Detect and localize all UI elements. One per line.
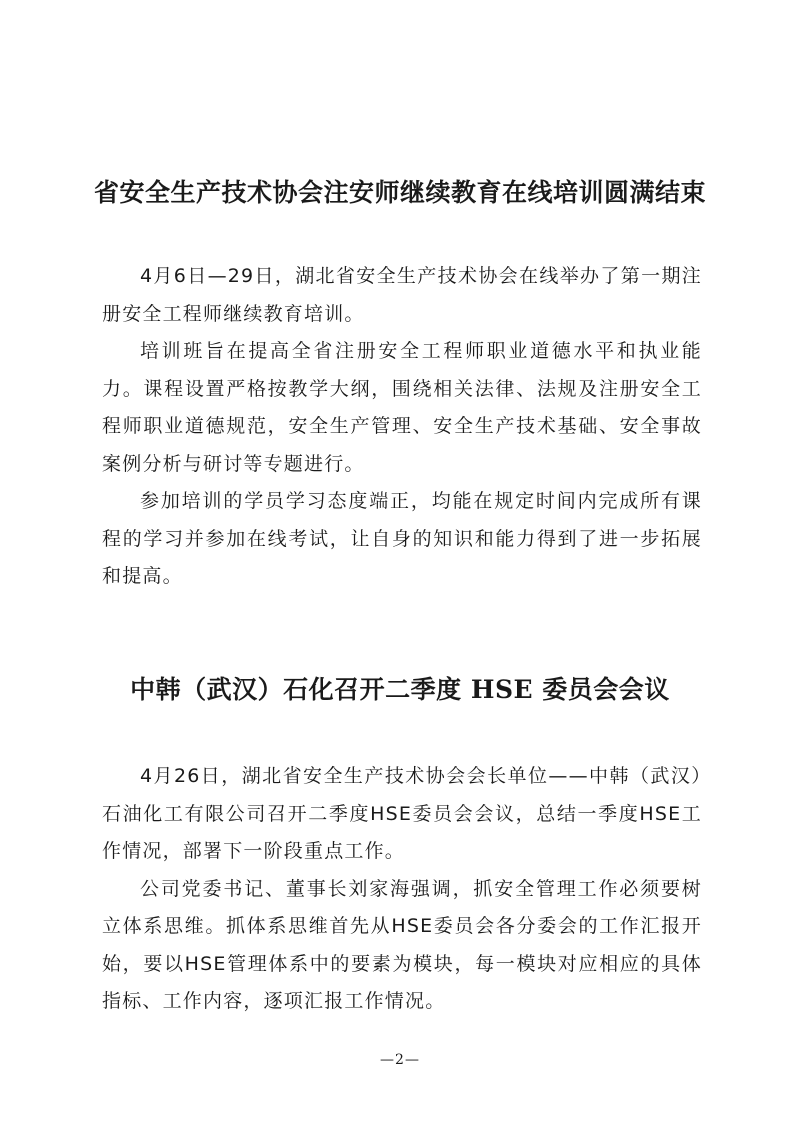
page-number: —2—: [380, 1052, 420, 1068]
article-2-paragraph-1: 4月26日，湖北省安全生产技术协会会长单位——中韩（武汉）石油化工有限公司召开二季度HSE委员会会议，总结一季度HSE工作情况，部署下一阶段重点工作。: [102, 765, 702, 862]
article-title-2: 中韩（武汉）石化召开二季度 HSE 委员会会议: [130, 675, 670, 704]
article-1-paragraph-3: 参加培训的学员学习态度端正，均能在规定时间内完成所有课程的学习并参加在线考试，让自身的知识和能力得到了进一步拓展和提高。: [102, 490, 702, 587]
article-1-paragraph-1: 4月6日—29日，湖北省安全生产技术协会在线举办了第一期注册安全工程师继续教育培训。: [102, 265, 702, 325]
article-body-1: [102, 258, 702, 596]
article-1-paragraph-2: 培训班旨在提高全省注册安全工程师职业道德水平和执业能力。课程设置严格按教学大纲，围绕相关法律、法规及注册安全工程师职业道德规范，安全生产管理、安全生产技术基础、安全事故案例分析与研讨等专题进行。: [102, 340, 702, 475]
article-2-paragraph-2: 公司党委书记、董事长刘家海强调，抓安全管理工作必须要树立体系思维。抓体系思维首先从HSE委员会各分委会的工作汇报开始，要以HSE管理体系中的要素为模块，每一模块对应相应的具体指标、工作内容，逐项汇报工作情况。: [102, 877, 702, 1012]
article-title-1: 省安全生产技术协会注安师继续教育在线培训圆满结束: [93, 178, 706, 207]
article-body-2: [102, 758, 702, 1021]
